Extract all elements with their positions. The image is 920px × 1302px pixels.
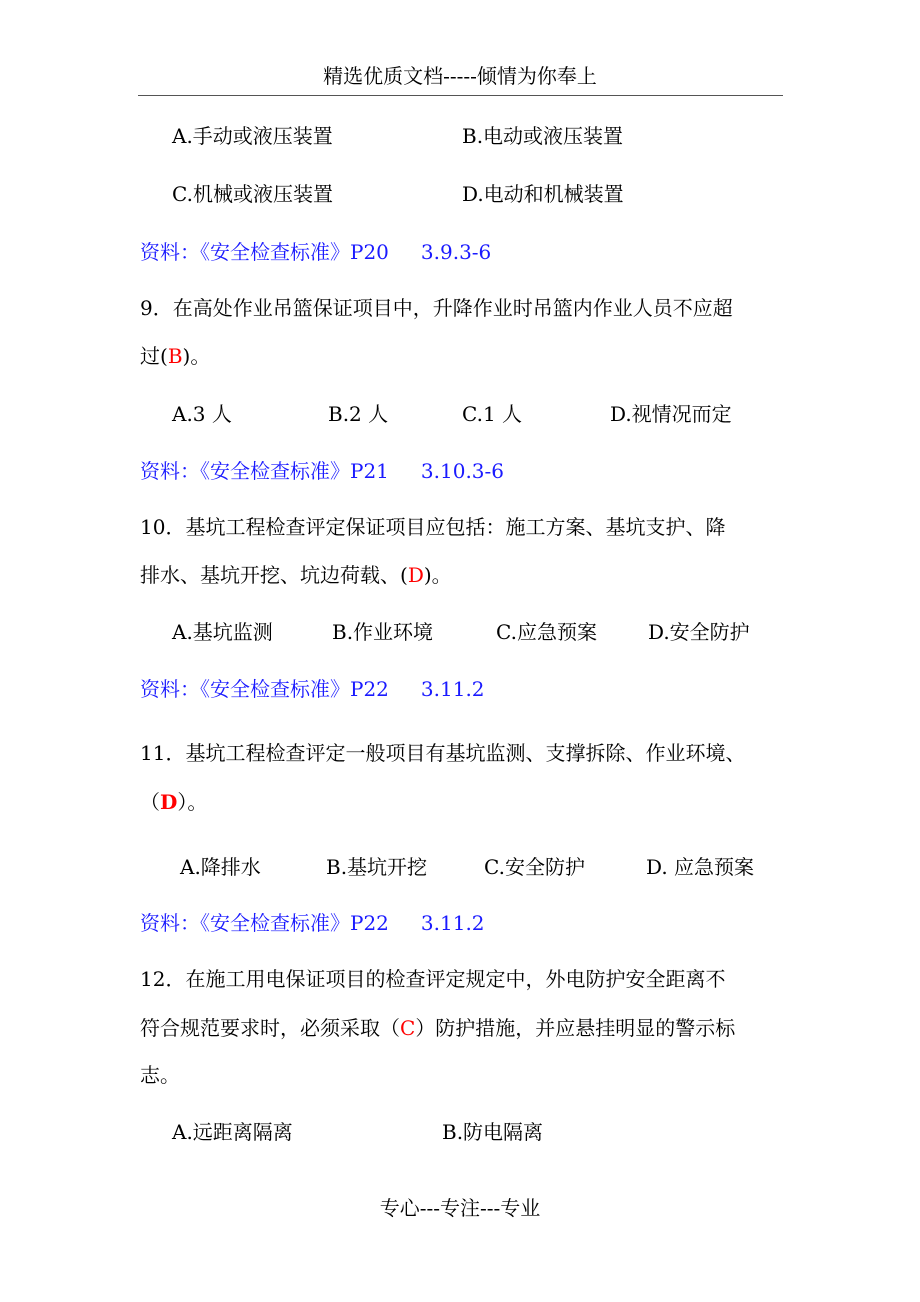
q10-option-a: A.基坑监测 — [172, 620, 273, 644]
q9-answer: B — [167, 344, 183, 368]
q8-reference — [140, 238, 491, 266]
q8-option-c: C.机械或液压装置 — [172, 182, 333, 206]
q11-reference-label: 资料：《安全检查标准》P22 — [140, 911, 389, 935]
q9-reference-number: 3.10.3-6 — [420, 459, 505, 483]
q10-text-line1: 10．基坑工程检查评定保证项目应包括：施工方案、基坑支护、降 — [140, 515, 726, 539]
q9-option-a: A.3 人 — [172, 402, 232, 426]
q11-text-post: ）。 — [177, 790, 208, 814]
page-footer: 专心---专注---专业 — [379, 1196, 541, 1220]
q12-option-b: B.防电隔离 — [442, 1120, 544, 1144]
page-header: 精选优质文档-----倾情为你奉上 — [323, 64, 597, 88]
q8-option-d: D.电动和机械装置 — [462, 182, 624, 206]
q12-text-line1: 12．在施工用电保证项目的检查评定规定中，外电防护安全距离不 — [140, 967, 726, 991]
q9-text-line1: 9．在高处作业吊篮保证项目中，升降作业时吊篮内作业人员不应超 — [140, 296, 733, 320]
q9-option-b: B.2 人 — [328, 402, 389, 426]
q10-reference — [140, 675, 485, 703]
q9-text-post: )。 — [182, 344, 211, 368]
q10-option-d: D.安全防护 — [648, 620, 750, 644]
q11-reference — [140, 909, 485, 937]
q12-text-line2 — [140, 1014, 735, 1042]
q11-text-pre: （ — [140, 790, 160, 814]
q10-text-post: )。 — [423, 563, 452, 587]
q9-option-c: C.1 人 — [462, 402, 523, 426]
q10-text-line2 — [140, 561, 452, 589]
q11-text-line1: 11．基坑工程检查评定一般项目有基坑监测、支撑拆除、作业环境、 — [140, 741, 746, 765]
q12-text-line3: 志。 — [140, 1063, 180, 1087]
header-divider — [138, 95, 783, 96]
q11-option-d: D. 应急预案 — [646, 855, 755, 879]
q11-option-b: B.基坑开挖 — [326, 855, 428, 879]
q12-option-a: A.远距离隔离 — [172, 1120, 293, 1144]
q10-reference-number: 3.11.2 — [420, 677, 485, 701]
q9-reference-label: 资料：《安全检查标准》P21 — [140, 459, 389, 483]
q11-option-a: A.降排水 — [180, 855, 261, 879]
q10-answer: D — [407, 563, 424, 587]
q11-answer: D — [160, 790, 178, 814]
q11-text-line2 — [140, 788, 207, 816]
q8-reference-number: 3.9.3-6 — [420, 240, 492, 264]
q12-text-post: ）防护措施，并应悬挂明显的警示标 — [415, 1016, 736, 1040]
q9-reference — [140, 457, 504, 485]
q8-reference-label: 资料：《安全检查标准》P20 — [140, 240, 389, 264]
q12-answer: C — [400, 1016, 416, 1040]
q9-option-d: D.视情况而定 — [610, 402, 732, 426]
q12-text-pre: 符合规范要求时，必须采取（ — [140, 1016, 400, 1040]
q8-option-a: A.手动或液压装置 — [172, 124, 333, 148]
q9-text-line2 — [140, 342, 210, 370]
q10-option-b: B.作业环境 — [332, 620, 434, 644]
q10-text-pre: 排水、基坑开挖、坑边荷载、( — [140, 563, 408, 587]
q9-text-pre: 过( — [140, 344, 168, 368]
q8-option-b: B.电动或液压装置 — [462, 124, 624, 148]
q10-option-c: C.应急预案 — [496, 620, 597, 644]
q10-reference-label: 资料：《安全检查标准》P22 — [140, 677, 389, 701]
q11-reference-number: 3.11.2 — [420, 911, 485, 935]
q11-option-c: C.安全防护 — [484, 855, 585, 879]
